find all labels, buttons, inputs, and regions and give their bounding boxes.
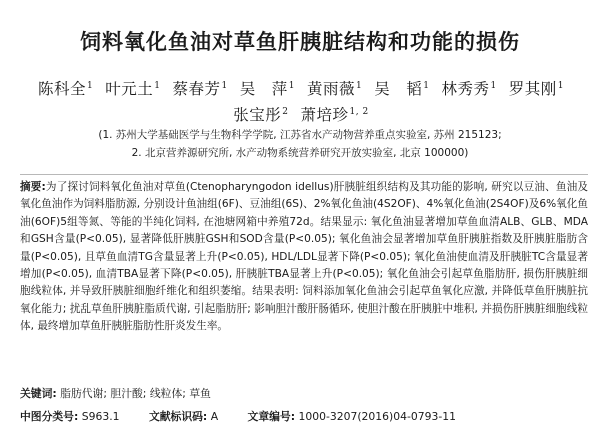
article-meta: [20, 409, 588, 424]
paper-title: 饲料氧化鱼油对草鱼肝胰脏结构和功能的损伤: [80, 30, 520, 54]
article-number: [248, 409, 456, 424]
author-name: 张宝彤: [233, 106, 282, 125]
author-affiliation-mark: 1: [557, 81, 564, 91]
author: [301, 101, 369, 127]
author: [173, 75, 228, 101]
doc-value: A: [210, 410, 219, 423]
author: [233, 101, 288, 127]
document-code: [149, 409, 218, 424]
doc-label: 文献标识码:: [148, 410, 208, 423]
author-name: 萧培珍: [300, 106, 349, 125]
author: [307, 75, 362, 101]
author-affiliation-mark: 1: [288, 81, 295, 91]
author-affiliation-mark: 1: [490, 81, 497, 91]
abstract: [20, 179, 588, 336]
author: [442, 75, 497, 101]
clc-label: 中图分类号:: [20, 410, 79, 423]
article-value: 1000-3207(2016)04-0793-11: [298, 410, 456, 423]
author: [509, 75, 564, 101]
abstract-text: 为了探讨饲料氧化鱼油对草鱼(Ctenopharyngodon idellus)肝胰脏组织结构及其功能的影响, 研究以豆油、鱼油及氧化鱼油作为饲料脂肪源, 分别设计鱼油组(6F)、豆油组(6S)、2%氧化鱼油(4S2OF)、4%氧化鱼油(2S4OF)及6%氧化鱼油(6OF)5组等氮、等能的半纯化饲料, 在池塘网箱中养殖72d。结果显示: 氧化鱼油显著增加草鱼血清ALB、GLB、MDA和GSH含量(P<0.05), 显著降低肝胰脏GSH和SOD含量(P<0.05); 氧化鱼油会显著增加草鱼肝胰脏指数及肝胰脏脂肪含量(P<0.05), 且草鱼血清TG含量显著上升(P<0.05), HDL/LDL显著下降(P<0.05); 氧化鱼油使血清及肝胰脏TC含量显著增加(P<0.05), 血清TBA显著下降(P<0.05), 肝胰脏TBA显著上升(P<0.05); 氧化鱼油会引起草鱼脂肪肝, 损伤肝胰脏细胞线粒体, 并导致肝胰脏细胞纤维化和组织萎缩。结果表明: 饲料添加氧化鱼油会引起草鱼氧化应激, 并降低草鱼肝胰脏抗氧化能力; 扰乱草鱼肝胰脏脂质代谢, 引起脂肪肝; 影响胆汁酸肝肠循环, 使胆汁酸在肝胰脏中堆积, 并损伤肝胰脏细胞线粒体, 最终增加草鱼肝胰脏脂肪性肝炎发生率。: [20, 181, 588, 333]
keywords: [20, 386, 588, 401]
author-affiliation-mark: 1: [154, 81, 161, 91]
author-name: 黄雨薇: [307, 80, 356, 99]
author-name: 林秀秀: [441, 80, 490, 99]
keywords-text: 脂肪代谢; 胆汁酸; 线粒体; 草鱼: [60, 387, 211, 400]
keywords-label: 关键词:: [20, 387, 57, 400]
abstract-label: 摘要:: [20, 181, 46, 193]
author-affiliation-mark: 1: [423, 81, 430, 91]
affiliations: [0, 126, 600, 162]
divider: [20, 174, 588, 175]
author-list: [16, 75, 586, 127]
author-name: 吴 韬: [374, 80, 423, 99]
author-affiliation-mark: 1: [87, 81, 94, 91]
author-affiliation-mark: 2: [282, 107, 289, 118]
author-name: 蔡春芳: [172, 80, 221, 99]
author-name: 叶元土: [105, 80, 154, 99]
author-line-2: [16, 101, 586, 127]
affiliation-1: (1. 苏州大学基础医学与生物科学学院, 江苏省水产动物营养重点实验室, 苏州 215123;: [98, 129, 502, 141]
author-affiliation-mark: 1: [221, 81, 228, 91]
author-affiliation-mark: 1: [356, 81, 363, 91]
author-name: 陈科全: [38, 80, 87, 99]
author-line-1: [16, 75, 586, 101]
author: [240, 75, 295, 101]
author: [105, 75, 160, 101]
author-name: 罗其刚: [508, 80, 557, 99]
author-affiliation-mark: 1, 2: [349, 107, 369, 118]
article-label: 文章编号:: [247, 410, 296, 423]
clc-value: S963.1: [81, 410, 120, 423]
author-name: 吴 萍: [239, 80, 288, 99]
author: [38, 75, 93, 101]
clc-number: [20, 409, 120, 424]
affiliation-2: 2. 北京营养源研究所, 水产动物系统营养研究开放实验室, 北京 100000): [131, 147, 469, 159]
author: [374, 75, 429, 101]
